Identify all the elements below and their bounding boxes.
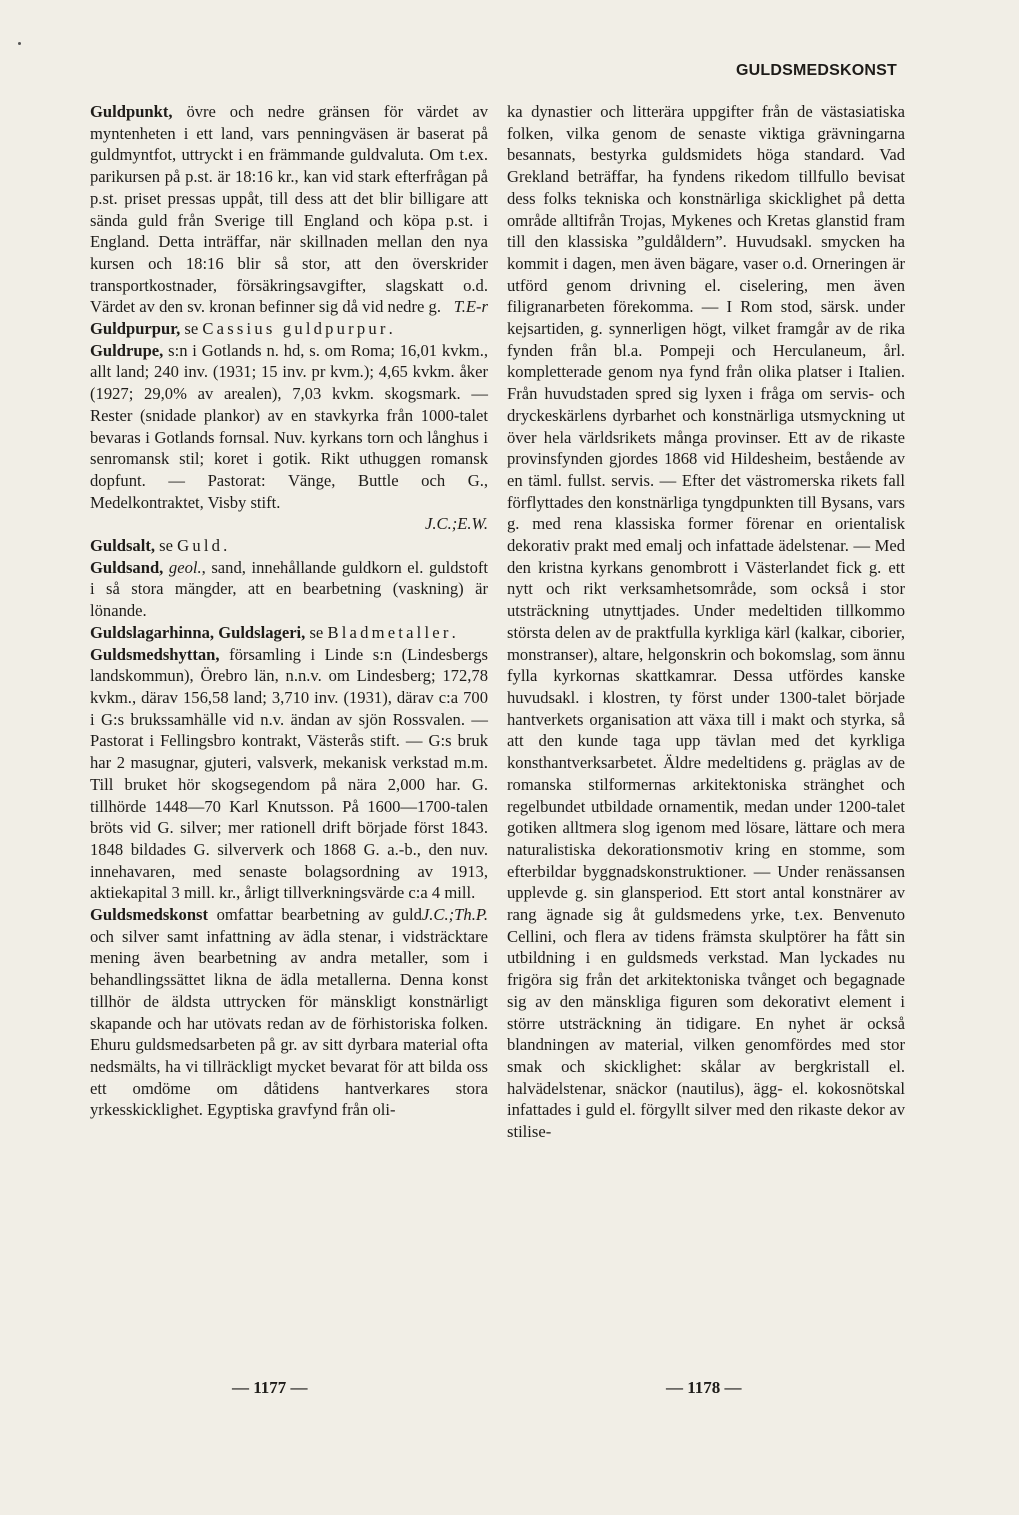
entry-text: övre och nedre gränsen för värdet av myntenheten i ett land, vars penningväsen är baserat på guldmyntfot, uttryckt i en främmande guldvaluta. Om t.ex. parikursen på p.st. är 18:16 kr., kan vid stark efterfrågan på p.st. priset pressas uppåt, till dess att det blir billigare att sända guld från Sverige till England och köpa p.st. i England. Detta inträffar, när skillnaden mellan den nya kursen och 18:16 blir så stor, att den överskrider transportkostnader, försäkringsavgifter, slagskatt o.d. Värdet av den sv. kronan befinner sig då vid nedre g. — [90, 102, 488, 317]
headword: Guldsalt, — [90, 536, 156, 556]
cross-reference: Guld — [177, 536, 224, 556]
headword: Guldslagarhinna, Guldslageri, — [90, 622, 306, 642]
page-number-left: — 1177 — — [232, 1378, 308, 1397]
running-head: GULDSMEDSKONST — [735, 62, 897, 79]
cross-reference: Cassius guldpurpur — [202, 319, 389, 339]
entry-text: församling i Linde s:n (Lindesbergs landskommun), Örebro län, n.n.v. om Lindesberg; 172,78 kvkm., därav 156,58 land; 3,710 inv. (1931), därav c:a 700 i G:s brukssamhälle vid n.v. ändan av sjön Rossvalen. — Pastorat i Fellingsbro kontrakt, Västerås stift. — G:s bruk har 2 masugnar, gjuteri, valsverk, mekanisk verkstad m.m. Till bruket hör skogsegendom på nära 2,000 har. G. tillhörde 1448—70 Karl Knutsson. På 1600—1700-talen bröts vid G. silver; mer rationell drift började först 1843. 1848 bildades G. silververk och 1868 G. a.-b., den nuv. innehavaren, med senaste bolagsordning av 1913, aktiekapital 3 mill. kr., årligt tillverkningsvärde c:a 4 mill. — [90, 644, 488, 903]
left-column — [90, 101, 488, 1121]
entry-guldpunkt — [90, 101, 488, 318]
headword: Guldpunkt, — [90, 102, 173, 121]
entry-text: omfattar bearbetning av guld och silver samt infattning av ädla stenar, i vidsträcktare mening även bearbetning av andra metaller, som i behandlingssättet likna de ädla metallerna. Denna konst tillhör de äldsta uttrycken för mänskligt konstnärligt skapande och har utövats redan av de förhistoriska folken. Ehuru guldsmedsarbeten på gr. av sitt dyrbara material ofta nedsmälts, ha vi tillräckligt mycket bevarat för att bilda oss ett omdöme om dåtidens hantverkares stora yrkesskicklighet. Egyptiska gravfynd från oli- — [90, 905, 488, 1120]
subject-label: geol. — [168, 557, 202, 577]
headword: Guldrupe, — [90, 340, 164, 360]
entry-guldsalt — [90, 535, 488, 557]
entry-guldsmedskonst — [90, 904, 488, 1121]
entry-text: se — [180, 319, 203, 339]
entry-end: . — [388, 319, 393, 339]
entry-guldslagarhinna — [90, 622, 488, 644]
headword: Guldsmedshyttan, — [90, 644, 220, 664]
entry-text: , sand, innehållande guldkorn el. guldstoft i så stora mängder, att en bearbetning (vaskning) är lönande. — [90, 557, 488, 621]
entry-text: se — [305, 622, 328, 642]
right-column — [507, 101, 905, 1143]
print-speck — [18, 42, 21, 45]
author-signature: J.C.;E.W. — [425, 514, 488, 534]
author-signature: J.C.;Th.P. — [421, 905, 488, 925]
entry-guldrupe — [90, 340, 488, 535]
headword: Guldsand, — [90, 557, 164, 577]
entry-end: . — [223, 536, 228, 556]
headword: Guldsmedskonst — [90, 905, 209, 925]
entry-text: s:n i Gotlands n. hd, s. om Roma; 16,01 kvkm., allt land; 240 inv. (1931; 15 inv. pr kvm.); 4,65 kvkm. åker (1927; 29,0% av arealen), 7,03 kvkm. skogsmark. — Rester (snidade plankor) av en stavkyrka från 1000-talet bevaras i Gotlands fornsal. Nuv. kyrkans torn och långhus i senromansk stil; koret i gotik. Rikt uthuggen romansk dopfunt. — Pastorat: Vänge, Buttle och G., Medelkontraktet, Visby stift. — [90, 340, 488, 512]
entry-end: . — [451, 622, 456, 642]
entry-guldpurpur — [90, 318, 488, 340]
page-number-right: — 1178 — — [666, 1378, 742, 1397]
entry-continuation: ka dynastier och litterära uppgifter från de västasiatiska folken, vilka genom de senaste viktiga grävningarna besannats, bestyrka guldsmidets höga standard. Vad Grekland beträffar, ha fyndens rikedom tillfullo bevisat dess folks tekniska och konstnärliga skicklighet på detta område alltifrån Trojas, Mykenes och Kretas glanstid fram till den klassiska ”guldåldern”. Huvudsakl. smycken ha kommit i dagen, men även bägare, vaser o.d. Orneringen är utförd genom drivning el. ciselering, men även filigranarbeten förekomma. — I Rom stod, särsk. under kejsartiden, g. synnerligen högt, vilket framgår av de rika fynden från bl.a. Pompeji och Herculaneum, årl. kompletterade genom nya fynd från olika platser i Italien. Från huvudstaden spred sig lyxen i fråga om servis- och dryckeskärlens dyrbarhet och konstnärliga utsmyckning ut över hela världsrikets många provinser. Ett av de rikaste provinsfynden gjordes 1868 vid Hildesheim, bestående av en täml. fullst. servis. — Efter det västromerska rikets fall förflyttades den konstnärliga tyngdpunkten till Bysans, vars g. med rena klassiska former förenar en orientalisk dekorativ prakt med emalj och infattade ädelstenar. — Med den kristna kyrkans genombrott i Västerlandet fick g. ett nytt och rikt verksamhetsområde, som också i stor utsträckning utnyttjades. Under medeltiden tillkommo största delen av de praktfulla kyrkliga kärl (kalkar, ciborier, monstranser), altare, helgonskrin och bokomslag, som ännu fylla kyrkornas skattkamrar. Dessa utfördes kanske huvudsakl. i klostren, ty först under 1300-talet började hantverkets organisation att växa till i makt och styrka, så att den kunde taga upp tävlan med det kyrkliga konsthantverksarbetet. Äldre medeltidens g. präglas av de romanska stilformernas arkitektoniska stränghet och regelbundet utbildade ornamentik, medan under 1200-talet gotiken alltmera slog igenom med lösare, lättare och mera naturalistiska dekorationsmotiv kring en stomme, som efterbildar byggnadskonstruktioner. — Under renässansen upplevde g. sin glansperiod. Ett stort antal konstnärer av rang ägnade sig åt guldsmedens yrke, t.ex. Benvenuto Cellini, och flera av tidens främsta skulptörer ha fått sin utbildning i en guldsmeds verkstad. Man lyckades nu frigöra sig från det arkitektoniska tvånget och begagnade sig av den mänskliga figuren som dekorativt element i större utsträckning än tidigare. En nyhet är också blandningen av material, vilken genomfördes med stor smak och skicklighet: skålar av bergkristall el. halvädelstenar, snäckor (nautilus), ägg- el. kokosnötskal infattades i guld el. förgyllt silver med den rikaste dekor av stilise- — [507, 102, 905, 1142]
author-signature: T.E-r — [453, 297, 488, 317]
entry-text: se — [155, 536, 178, 556]
entry-guldsand — [90, 557, 488, 622]
headword: Guldpurpur, — [90, 319, 181, 339]
cross-reference: Bladmetaller — [327, 622, 452, 642]
